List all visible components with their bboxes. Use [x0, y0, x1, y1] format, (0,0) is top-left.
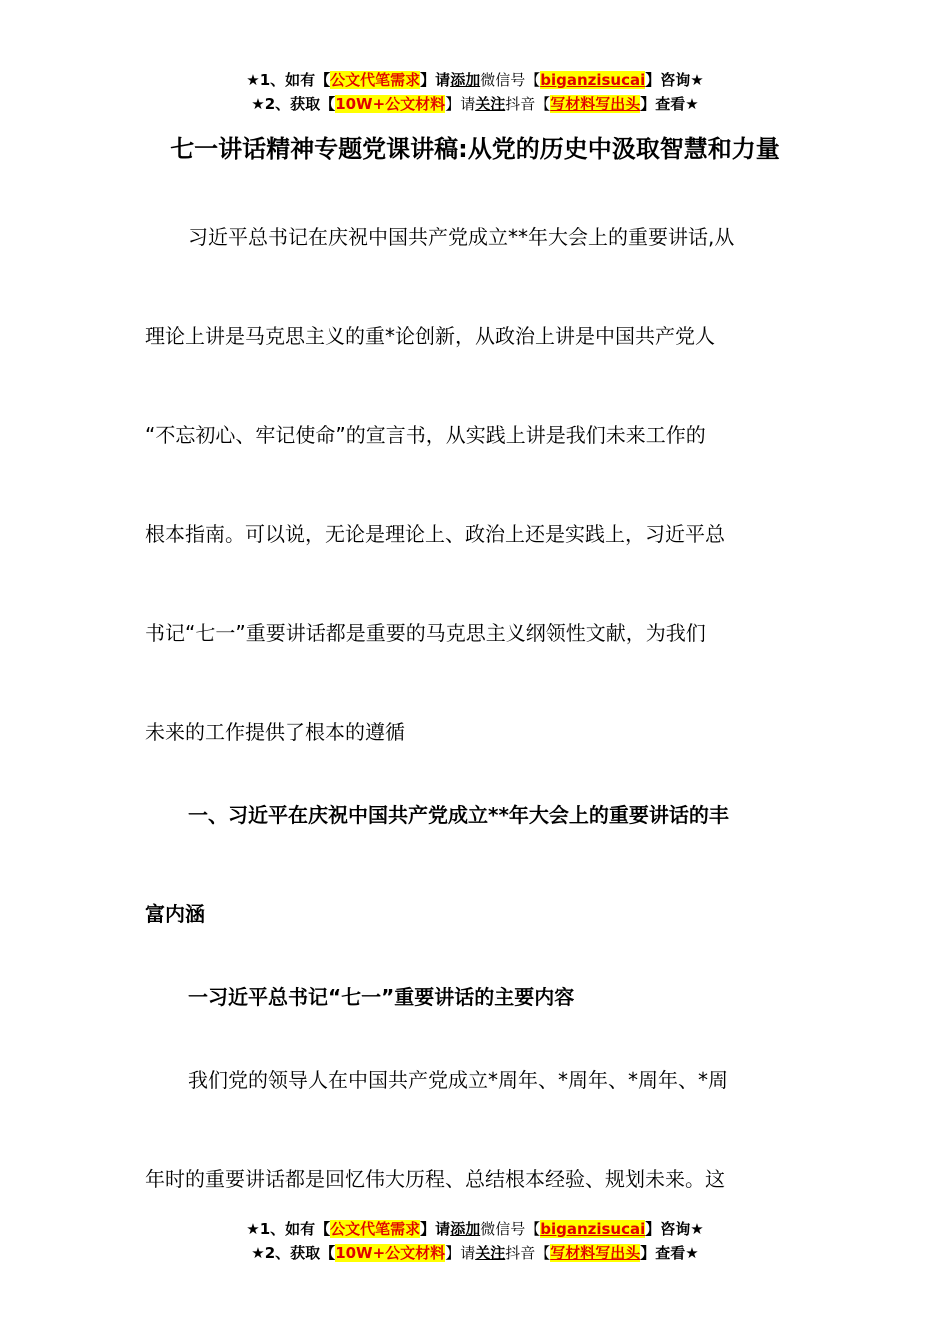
promo-highlight-ghostwriting: 公文代笔需求 — [330, 1220, 421, 1238]
promo-suffix: 】咨询★ — [645, 1220, 704, 1238]
promo-douyin-account: 写材料写出头 — [550, 95, 641, 113]
promo-text: 抖音【 — [505, 95, 551, 113]
footer-promo — [0, 1217, 950, 1265]
promo-text: 】请 — [445, 95, 476, 113]
promo-highlight-materials: 10W+公文材料 — [335, 1244, 446, 1262]
promo-line-2 — [0, 1241, 950, 1265]
promo-text: 】请 — [420, 71, 451, 89]
promo-douyin-account: 写材料写出头 — [550, 1244, 641, 1262]
promo-line-1 — [0, 1217, 950, 1241]
body-line: “不忘初心、牢记使命”的宣言书，从实践上讲是我们未来工作的 — [145, 423, 706, 447]
promo-text: 】请 — [445, 1244, 476, 1262]
body-line: 理论上讲是马克思主义的重*论创新，从政治上讲是中国共产党人 — [145, 324, 715, 348]
promo-wechat-id: biganzisucai — [540, 1220, 646, 1238]
body-line: 习近平总书记在庆祝中国共产党成立**年大会上的重要讲话,从 — [188, 225, 735, 249]
promo-text: 微信号【 — [480, 1220, 541, 1238]
body-line: 我们党的领导人在中国共产党成立*周年、*周年、*周年、*周 — [188, 1068, 728, 1092]
promo-suffix: 】查看★ — [640, 1244, 699, 1262]
promo-wechat-id: biganzisucai — [540, 71, 646, 89]
promo-text: 】请 — [420, 1220, 451, 1238]
promo-text: 微信号【 — [480, 71, 541, 89]
body-line: 年时的重要讲话都是回忆伟大历程、总结根本经验、规划未来。这 — [145, 1167, 725, 1191]
promo-highlight-materials: 10W+公文材料 — [335, 95, 446, 113]
promo-highlight-ghostwriting: 公文代笔需求 — [330, 71, 421, 89]
promo-prefix: ★2、获取【 — [251, 1244, 336, 1262]
subsection-heading: 一习近平总书记“七一”重要讲话的主要内容 — [188, 985, 575, 1009]
body-line: 未来的工作提供了根本的遵循 — [145, 720, 405, 744]
promo-line-1 — [0, 68, 950, 92]
promo-prefix: ★1、如有【 — [246, 71, 331, 89]
promo-suffix: 】咨询★ — [645, 71, 704, 89]
section-heading: 一、习近平在庆祝中国共产党成立**年大会上的重要讲话的丰 — [188, 803, 729, 827]
promo-suffix: 】查看★ — [640, 95, 699, 113]
promo-emphasis: 关注 — [475, 1244, 506, 1262]
document-title: 七一讲话精神专题党课讲稿:从党的历史中汲取智慧和力量 — [170, 135, 780, 163]
promo-prefix: ★1、如有【 — [246, 1220, 331, 1238]
promo-line-2 — [0, 92, 950, 116]
body-line: 根本指南。可以说，无论是理论上、政治上还是实践上，习近平总 — [145, 522, 725, 546]
promo-emphasis: 关注 — [475, 95, 506, 113]
promo-emphasis: 添加 — [450, 1220, 481, 1238]
promo-text: 抖音【 — [505, 1244, 551, 1262]
header-promo — [0, 68, 950, 116]
body-line: 书记“七一”重要讲话都是重要的马克思主义纲领性文献，为我们 — [145, 621, 706, 645]
section-heading-continued: 富内涵 — [145, 902, 205, 926]
promo-emphasis: 添加 — [450, 71, 481, 89]
promo-prefix: ★2、获取【 — [251, 95, 336, 113]
